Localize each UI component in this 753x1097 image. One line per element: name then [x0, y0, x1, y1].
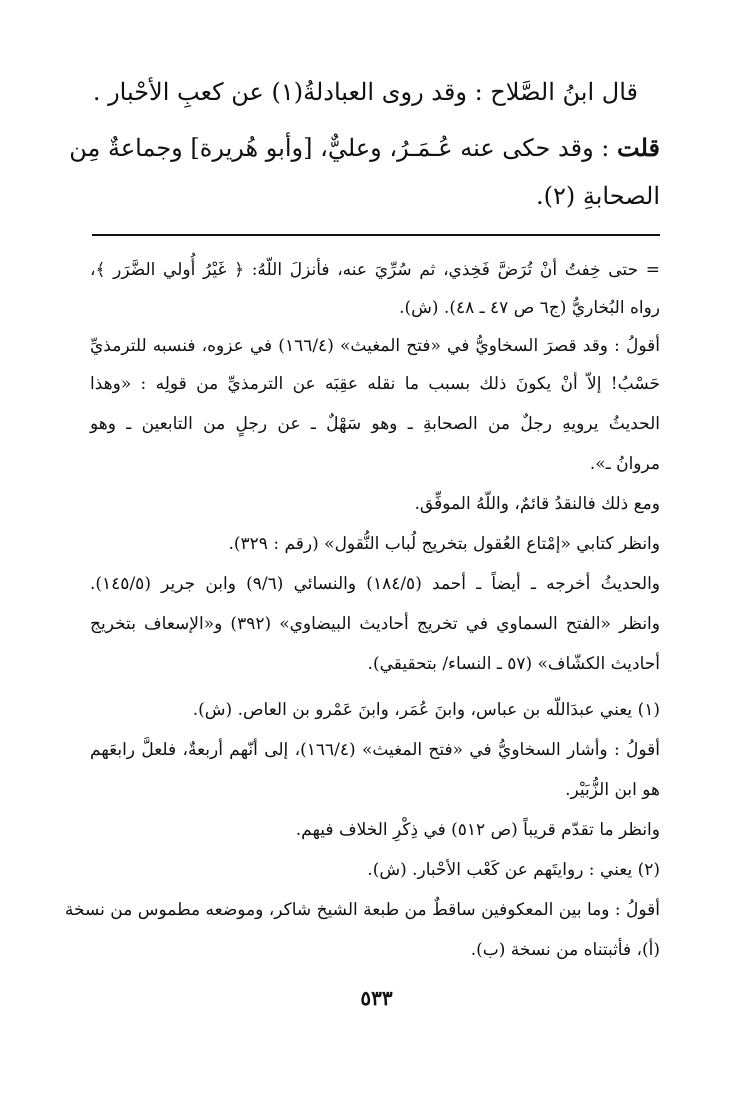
footnote-line-4: حَسْبُ! إلاّ أنْ يكونَ ذلك بسبب ما نقله عقِبَه عن الترمذيِّ من قولِه : «وهذا — [90, 374, 660, 394]
footnote-line-13: أقولُ : وأشار السخاويُّ في «فتح المغيث» (١٦٦/٤)، إلى أنّهم أربعةٌ، فلعلَّ رابعَهم — [90, 740, 660, 760]
footnote-line-7: ومع ذلك فالنقدُ قائمٌ، واللّهُ الموفِّق. — [414, 494, 660, 514]
footnote-line-8: وانظر كتابي «إمْتاع العُقول بتخريج لُباب النُّقول» (رقم : ٣٢٩). — [228, 534, 660, 554]
page-number: ٥٣٣ — [360, 986, 393, 1010]
footnote-line-18: (أ)، فأثبتناه من نسخة (ب). — [470, 940, 660, 960]
footnote-line-10: وانظر «الفتح السماوي في تخريج أحاديث البيضاوي» (٣٩٢) و«الإسعاف بتخريج — [90, 614, 660, 634]
footnote-line-9: والحديثُ أخرجه ـ أيضاً ـ أحمد (١٨٤/٥) والنسائي (٩/٦) وابن جرير (١٤٥/٥). — [90, 574, 661, 594]
footnote-line-1: = حتى خِفتُ أنْ تُرَضَّ فَخِذي، ثم سُرِّيَ عنه، فأنزلَ اللّهُ: ﴿ غَيْرُ أُولي الضَّرَر ﴾، — [90, 260, 660, 280]
qultu-label: قلت — [617, 133, 660, 162]
footnote-line-2: رواه البُخاريُّ (ج٦ ص ٤٧ ـ ٤٨). (ش). — [399, 298, 660, 318]
footnote-line-5: الحديثُ يرويهِ رجلٌ من الصحابةِ ـ وهو سَهْلٌ ـ عن رجلٍ من التابعين ـ وهو — [90, 414, 660, 434]
footnote-line-6: مروانُ ـ». — [589, 454, 660, 474]
footnote-line-17: أقولُ : وما بين المعكوفين ساقطٌ من طبعة الشيخ شاكر، وموضعه مطموس من نسخة — [64, 900, 660, 920]
main-text-line-2-body: : وقد حكى عنه عُـمَـرُ، وعليٌّ، [وأبو هُريرة] وجماعةٌ مِن — [69, 134, 618, 162]
footnote-line-15: وانظر ما تقدّم قريباً (ص ٥١٢) في ذِكْرِ الخلاف فيهم. — [295, 820, 660, 840]
footnote-line-12: (١) يعني عبدَاللّه بن عباس، وابنَ عُمَر، وابنَ عَمْرو بن العاص. (ش). — [192, 700, 660, 720]
main-text-line-3: الصحابةِ (٢). — [535, 182, 660, 210]
footnote-line-11: أحاديث الكشّاف» (٥٧ ـ النساء/ بتحقيقي). — [367, 654, 660, 674]
footnote-line-14: هو ابن الزُّبَيْر. — [565, 780, 660, 800]
footnote-line-16: (٢) يعني : روايتَهم عن كَعْب الأحْبار. (ش). — [367, 860, 660, 880]
footnote-separator — [92, 234, 660, 236]
main-text-line-1: قال ابنُ الصَّلاح : وقد روى العبادلةُ(١) عن كعبِ الأحْبار . — [92, 78, 638, 106]
main-text-line-2 — [69, 128, 660, 168]
footnote-line-3: أقولُ : وقد قصرَ السخاويُّ في «فتح المغيث» (١٦٦/٤) في عزوه، فنسبه للترمذيِّ — [90, 336, 660, 356]
